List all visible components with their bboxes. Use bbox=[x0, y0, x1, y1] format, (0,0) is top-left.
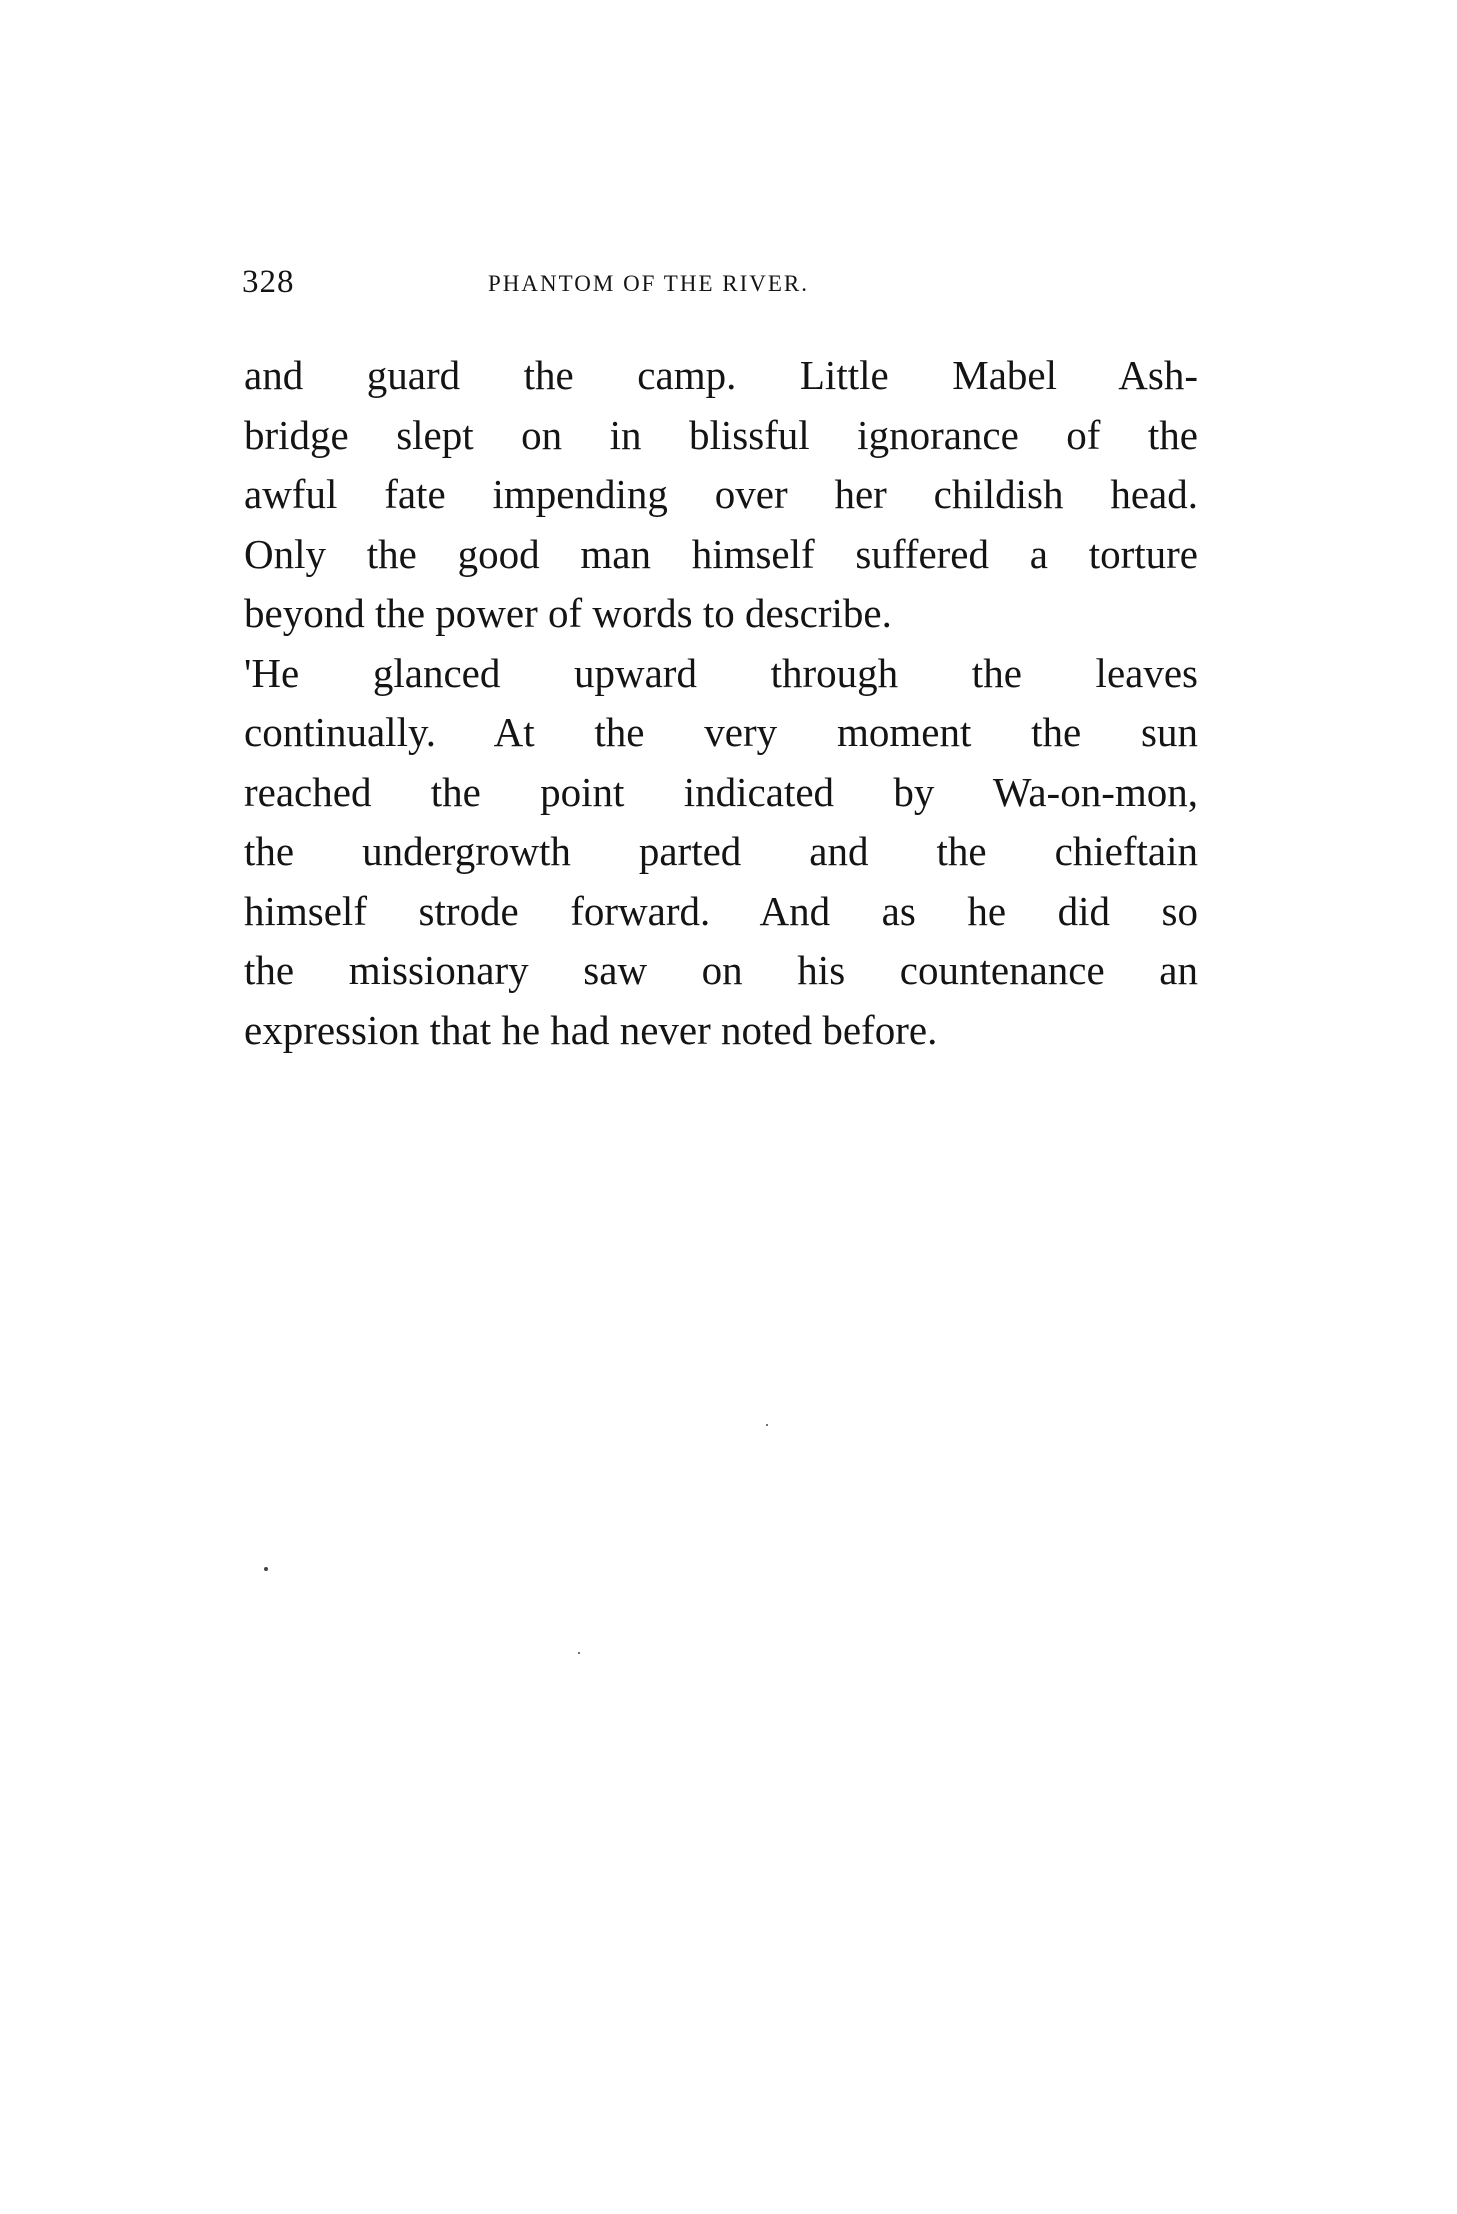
text-line: the undergrowth parted and the chieftain bbox=[244, 828, 1198, 874]
text-line: reached the point indicated by Wa-on-mon, bbox=[244, 768, 1198, 815]
body-text bbox=[244, 346, 1198, 1060]
text-line: himself strode forward. And as he did so bbox=[244, 887, 1198, 934]
running-title: PHANTOM OF THE RIVER. bbox=[488, 271, 810, 296]
scan-speck bbox=[578, 1652, 580, 1654]
text-line: awful fate impending over her childish head. bbox=[244, 471, 1198, 517]
running-head bbox=[242, 262, 1204, 302]
text-line: the missionary saw on his countenance an bbox=[244, 947, 1198, 993]
scan-speck bbox=[264, 1567, 268, 1571]
text-line: 'He glanced upward through the leaves bbox=[244, 649, 1198, 696]
text-line: bridge slept on in blissful ignorance of the bbox=[244, 411, 1198, 458]
scan-speck bbox=[766, 1424, 768, 1426]
text-line: expression that he had never noted before. bbox=[244, 1006, 938, 1053]
text-line: beyond the power of words to describe. bbox=[244, 590, 892, 636]
text-line: continually. At the very moment the sun bbox=[244, 709, 1198, 755]
text-line: and guard the camp. Little Mabel Ash- bbox=[244, 352, 1198, 398]
text-line: Only the good man himself suffered a torture bbox=[244, 530, 1198, 577]
page-number: 328 bbox=[242, 264, 295, 300]
